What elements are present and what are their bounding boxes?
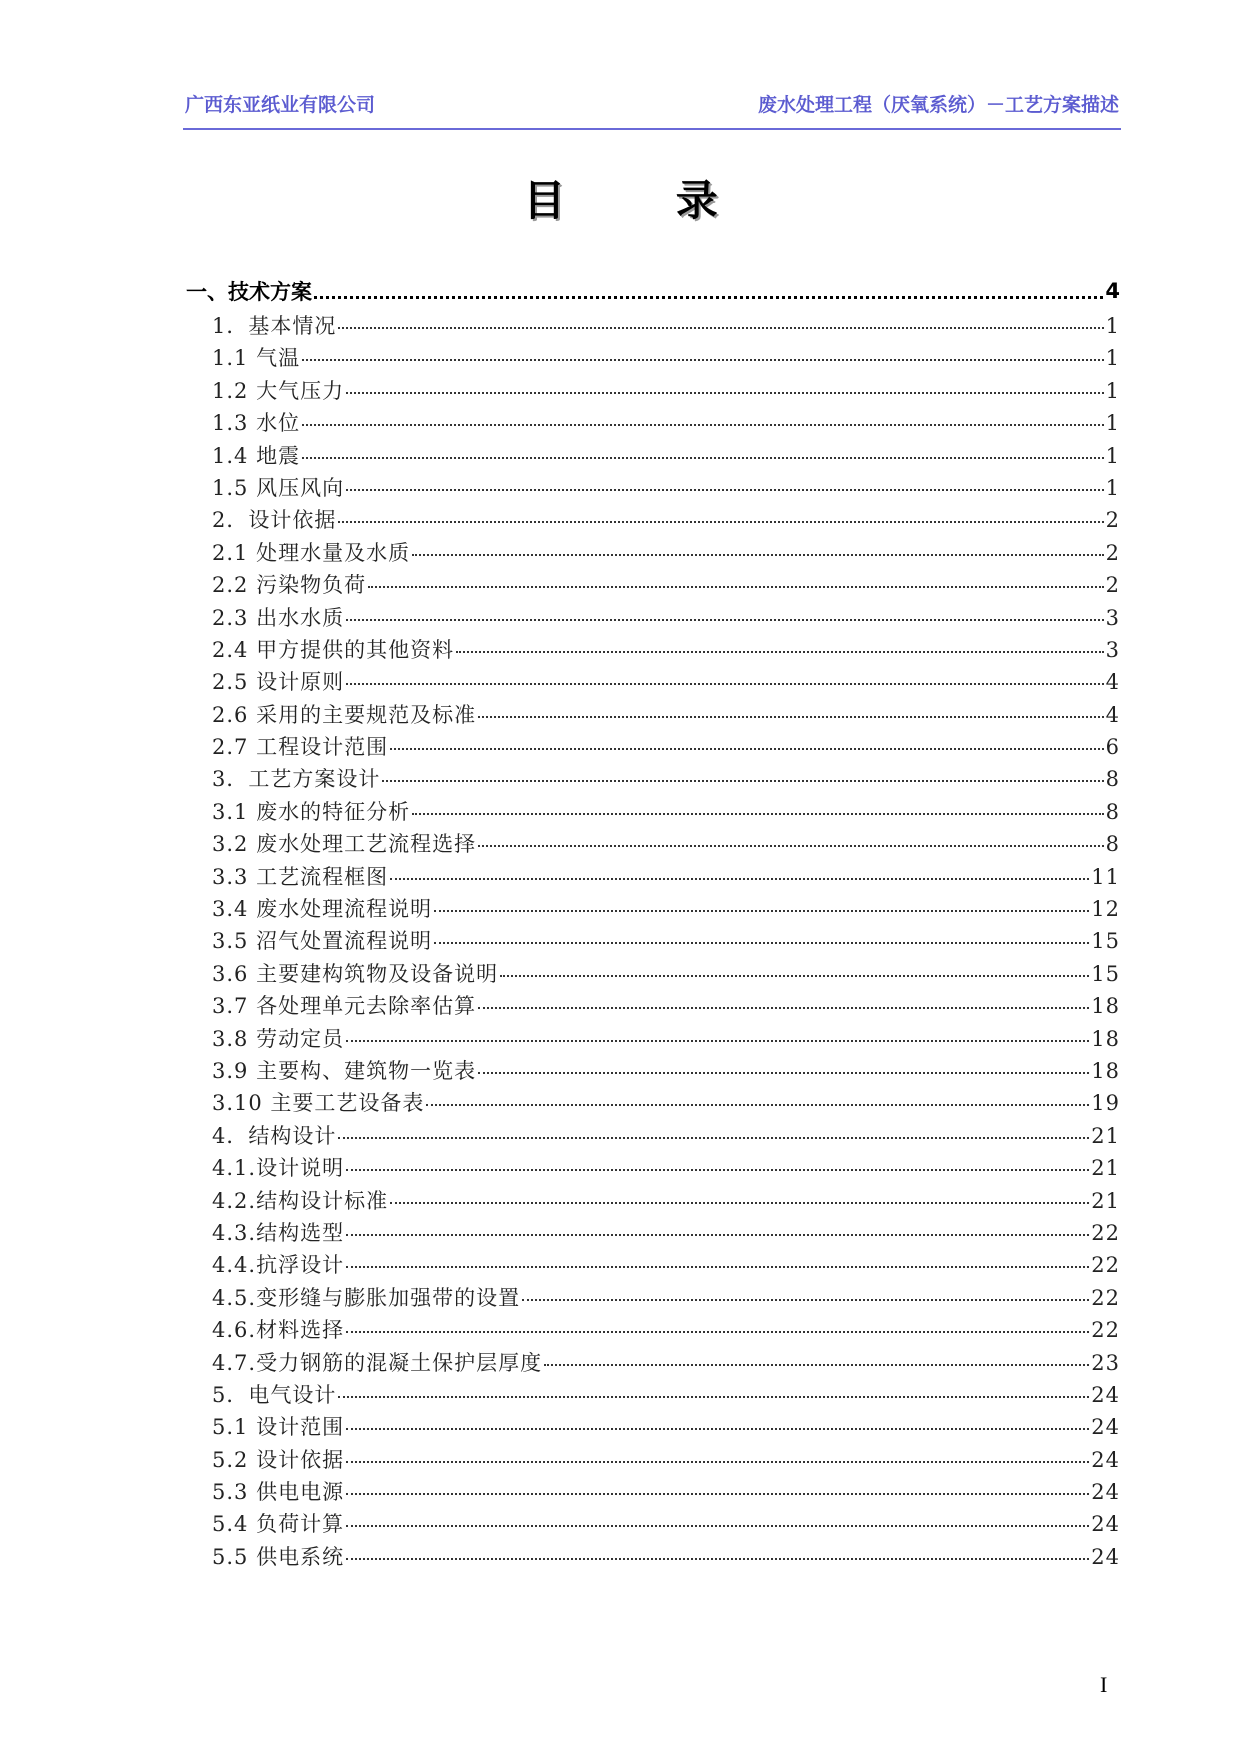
toc-entry[interactable] — [186, 958, 1120, 990]
toc-entry[interactable] — [186, 1152, 1120, 1184]
toc-entry[interactable] — [186, 569, 1120, 601]
toc-entry[interactable] — [186, 602, 1120, 634]
dot-leader — [346, 1040, 1089, 1042]
toc-entry-page: 1 — [1105, 314, 1120, 338]
toc-entry-page: 12 — [1091, 897, 1120, 922]
toc-entry-page: 21 — [1091, 1123, 1120, 1148]
toc-entry[interactable] — [186, 861, 1120, 893]
toc-entry-label: 4．结构设计 — [212, 1123, 337, 1148]
toc-entry[interactable] — [186, 407, 1120, 439]
toc-entry-page: 1 — [1105, 475, 1120, 500]
toc-entry-label: 3．工艺方案设计 — [212, 767, 381, 792]
toc-entry-page: 8 — [1105, 799, 1120, 824]
dot-leader — [338, 327, 1103, 329]
page-header — [183, 90, 1121, 130]
toc-entry-page: 2 — [1105, 508, 1120, 533]
toc-entry-page: 22 — [1091, 1285, 1120, 1310]
toc-entry-page: 22 — [1091, 1220, 1120, 1245]
toc-entry-page: 2 — [1105, 573, 1120, 598]
dot-leader — [544, 1364, 1089, 1366]
dot-leader — [390, 878, 1089, 880]
dot-leader — [500, 975, 1089, 977]
toc-entry-label: 5.5 供电系统 — [212, 1544, 345, 1569]
toc-entry-label: 1．基本情况 — [212, 314, 337, 338]
dot-leader — [302, 424, 1104, 426]
toc-entry-page: 6 — [1105, 735, 1120, 760]
toc-entry-label: 4.3.结构选型 — [212, 1220, 345, 1245]
dot-leader — [346, 619, 1104, 621]
toc-entry-page: 24 — [1091, 1415, 1120, 1440]
dot-leader — [478, 716, 1104, 718]
toc-entry-page: 24 — [1091, 1382, 1120, 1407]
dot-leader — [478, 1007, 1089, 1009]
toc-entry-label: 2.1 处理水量及水质 — [212, 540, 411, 565]
toc-entry-label: 2.2 污染物负荷 — [212, 573, 367, 598]
dot-leader — [346, 1461, 1089, 1463]
dot-leader — [346, 1493, 1089, 1495]
toc-entry-label: 4.6.材料选择 — [212, 1318, 345, 1343]
toc-entry-page: 4 — [1105, 670, 1120, 695]
toc-entry[interactable] — [186, 796, 1120, 828]
toc-entry-label: 1.2 大气压力 — [212, 378, 345, 403]
toc-entry-label: 2.7 工程设计范围 — [212, 735, 389, 760]
toc-entry[interactable] — [186, 504, 1120, 536]
dot-leader — [346, 489, 1104, 491]
toc-entry[interactable] — [186, 1541, 1120, 1573]
dot-leader — [338, 521, 1103, 523]
toc-entry-label: 2.3 出水水质 — [212, 605, 345, 630]
toc-entry[interactable] — [186, 990, 1120, 1022]
toc-entry[interactable] — [186, 537, 1120, 569]
toc-entry-label: 3.7 各处理单元去除率估算 — [212, 994, 477, 1019]
toc-entry-label: 4.2.结构设计标准 — [212, 1188, 389, 1213]
toc-entry-label: 3.4 废水处理流程说明 — [212, 897, 433, 922]
toc-entry-page: 24 — [1091, 1480, 1120, 1505]
toc-entry[interactable] — [186, 699, 1120, 731]
toc-entry-page: 21 — [1091, 1156, 1120, 1181]
toc-entry-label: 3.5 沼气处置流程说明 — [212, 929, 433, 954]
page-number: I — [1100, 1672, 1108, 1697]
toc-entry-page: 18 — [1091, 994, 1120, 1019]
toc-entry[interactable] — [186, 272, 1120, 310]
toc-entry-label: 1.4 地震 — [212, 443, 301, 468]
toc-entry[interactable] — [186, 925, 1120, 957]
toc-entry-label: 3.3 工艺流程框图 — [212, 864, 389, 889]
dot-leader — [346, 683, 1104, 685]
toc-entry-label: 3.9 主要构、建筑物一览表 — [212, 1058, 477, 1083]
toc-entry-label: 3.8 劳动定员 — [212, 1026, 345, 1051]
toc-entry[interactable] — [186, 1347, 1120, 1379]
toc-entry[interactable] — [186, 1282, 1120, 1314]
toc-entry-page: 1 — [1105, 411, 1120, 436]
toc-entry[interactable] — [186, 1379, 1120, 1411]
toc-entry-label: 3.6 主要建构筑物及设备说明 — [212, 961, 499, 986]
toc-entry-label: 3.2 废水处理工艺流程选择 — [212, 832, 477, 857]
toc-entry[interactable] — [186, 342, 1120, 374]
toc-entry[interactable] — [186, 1314, 1120, 1346]
toc-entry-page: 22 — [1091, 1318, 1120, 1343]
dot-leader — [346, 1525, 1089, 1527]
dot-leader — [346, 1428, 1089, 1430]
dot-leader — [426, 1104, 1089, 1106]
toc-entry-page: 21 — [1091, 1188, 1120, 1213]
dot-leader — [434, 910, 1089, 912]
toc-entry-label: 1.1 气温 — [212, 346, 301, 371]
toc-entry[interactable] — [186, 1476, 1120, 1508]
toc-entry[interactable] — [186, 763, 1120, 795]
toc-entry-page: 1 — [1105, 378, 1120, 403]
toc-entry-page: 23 — [1091, 1350, 1120, 1375]
toc-entry-label: 4.5.变形缝与膨胀加强带的设置 — [212, 1285, 521, 1310]
dot-leader — [346, 1331, 1089, 1333]
page-title: 目 录 — [523, 176, 766, 225]
toc-entry[interactable] — [186, 1185, 1120, 1217]
dot-leader — [390, 1202, 1089, 1204]
document-title: 废水处理工程（厌氧系统）－工艺方案描述 — [757, 94, 1119, 116]
toc-entry-page: 1 — [1105, 346, 1120, 371]
toc-entry-page: 3 — [1105, 637, 1120, 662]
dot-leader — [302, 457, 1104, 459]
toc-entry-label: 3.10 主要工艺设备表 — [212, 1091, 425, 1116]
toc-entry-label: 4.4.抗浮设计 — [212, 1253, 345, 1278]
dot-leader — [390, 748, 1104, 750]
toc-entry-page: 15 — [1091, 929, 1120, 954]
toc-entry-page: 8 — [1105, 832, 1120, 857]
dot-leader — [478, 845, 1104, 847]
dot-leader — [522, 1299, 1089, 1301]
toc-entry[interactable] — [186, 1087, 1120, 1119]
toc-entry-page: 18 — [1091, 1026, 1120, 1051]
toc-entry-page: 2 — [1105, 540, 1120, 565]
toc-entry-label: 2.5 设计原则 — [212, 670, 345, 695]
toc-entry[interactable] — [186, 1411, 1120, 1443]
dot-leader — [382, 780, 1103, 782]
toc-entry[interactable] — [186, 1217, 1120, 1249]
dot-leader — [346, 1558, 1089, 1560]
company-name: 广西东亚纸业有限公司 — [185, 94, 376, 116]
toc-entry-page: 24 — [1091, 1544, 1120, 1569]
dot-leader — [368, 586, 1104, 588]
dot-leader — [346, 1169, 1089, 1171]
toc-entry[interactable] — [186, 828, 1120, 860]
toc-entry-label: 一、技术方案 — [186, 280, 312, 304]
toc-entry-page: 11 — [1091, 864, 1120, 889]
toc-entry[interactable] — [186, 893, 1120, 925]
toc-entry[interactable] — [186, 1249, 1120, 1281]
dot-leader — [314, 296, 1103, 299]
toc-entry[interactable] — [186, 666, 1120, 698]
toc-entry-label: 5.2 设计依据 — [212, 1447, 345, 1472]
toc-entry[interactable] — [186, 1055, 1120, 1087]
toc-entry[interactable] — [186, 731, 1120, 763]
toc-entry[interactable] — [186, 1508, 1120, 1540]
toc-entry-page: 22 — [1091, 1253, 1120, 1278]
toc-entry-label: 4.7.受力钢筋的混凝土保护层厚度 — [212, 1350, 543, 1375]
toc-entry-page: 3 — [1105, 605, 1120, 630]
toc-entry-label: 1.5 风压风向 — [212, 475, 345, 500]
toc-entry-page: 18 — [1091, 1058, 1120, 1083]
toc-entry-page: 1 — [1105, 443, 1120, 468]
dot-leader — [302, 359, 1104, 361]
dot-leader — [478, 1072, 1089, 1074]
toc-entry-label: 5．电气设计 — [212, 1382, 337, 1407]
dot-leader — [434, 942, 1089, 944]
dot-leader — [456, 651, 1104, 653]
toc-entry-page: 24 — [1091, 1447, 1120, 1472]
toc-entry-page: 19 — [1091, 1091, 1120, 1116]
toc-entry-label: 5.4 负荷计算 — [212, 1512, 345, 1537]
dot-leader — [346, 392, 1104, 394]
toc-entry-label: 2.4 甲方提供的其他资料 — [212, 637, 455, 662]
dot-leader — [346, 1234, 1089, 1236]
toc-entry-page: 4 — [1105, 279, 1120, 303]
toc-entry-label: 5.1 设计范围 — [212, 1415, 345, 1440]
toc-entry-page: 8 — [1105, 767, 1120, 792]
toc-entry[interactable] — [186, 375, 1120, 407]
toc-entry[interactable] — [186, 472, 1120, 504]
toc-entry-label: 1.3 水位 — [212, 411, 301, 436]
toc-entry-label: 2．设计依据 — [212, 508, 337, 533]
dot-leader — [412, 554, 1104, 556]
toc-entry[interactable] — [186, 440, 1120, 472]
toc-entry[interactable] — [186, 1023, 1120, 1055]
toc-entry[interactable] — [186, 634, 1120, 666]
toc-entry-label: 4.1.设计说明 — [212, 1156, 345, 1181]
toc-entry[interactable] — [186, 1120, 1120, 1152]
toc-entry-page: 4 — [1105, 702, 1120, 727]
toc-entry-label: 5.3 供电电源 — [212, 1480, 345, 1505]
toc-entry[interactable] — [186, 310, 1120, 342]
dot-leader — [338, 1137, 1089, 1139]
dot-leader — [346, 1266, 1089, 1268]
table-of-contents — [186, 272, 1120, 1573]
toc-entry[interactable] — [186, 1444, 1120, 1476]
dot-leader — [412, 813, 1104, 815]
toc-entry-page: 24 — [1091, 1512, 1120, 1537]
toc-entry-label: 2.6 采用的主要规范及标准 — [212, 702, 477, 727]
toc-entry-page: 15 — [1091, 961, 1120, 986]
toc-entry-label: 3.1 废水的特征分析 — [212, 799, 411, 824]
dot-leader — [338, 1396, 1089, 1398]
